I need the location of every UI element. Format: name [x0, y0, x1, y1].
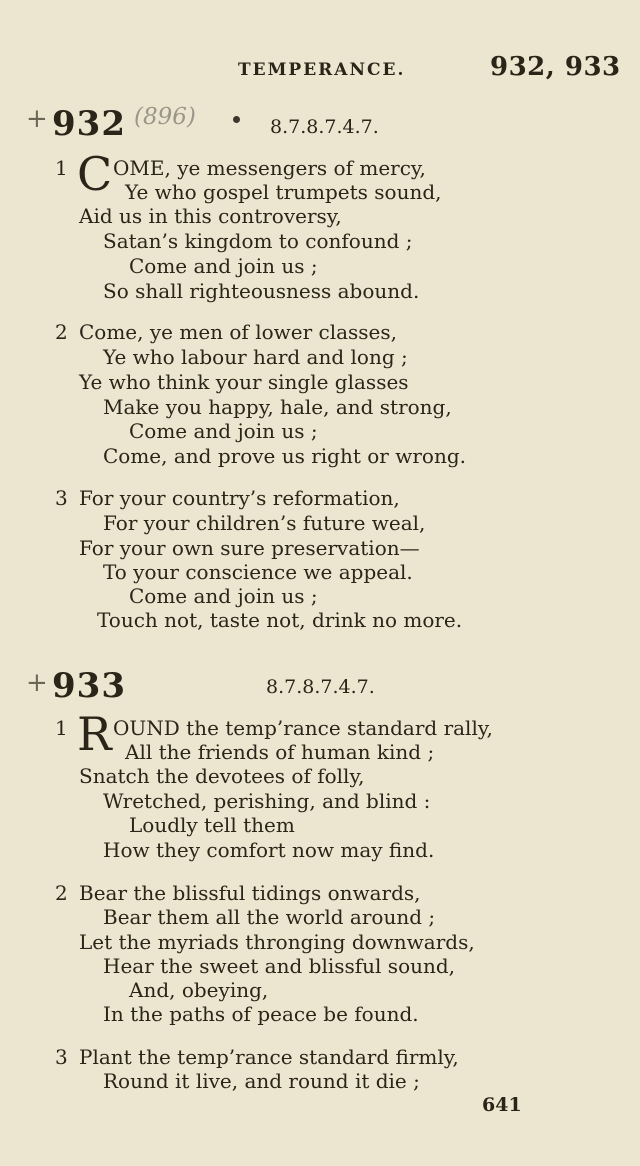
verse-line: Aid us in this controversy,: [79, 204, 342, 228]
verse-line: For your children’s future weal,: [103, 511, 426, 535]
verse-line: Come and join us ;: [129, 419, 318, 443]
verse-number: 2: [55, 881, 68, 905]
verse-line: Ye who labour hard and long ;: [103, 345, 408, 369]
verse-line: For your own sure preservation—: [79, 536, 420, 560]
verse-number: 3: [55, 1045, 68, 1069]
verse-line: Make you happy, hale, and strong,: [103, 395, 452, 419]
verse-line: OUND the temp’rance standard rally,: [113, 716, 493, 740]
pencil-dot: [233, 116, 240, 123]
hymn-meter: 8.7.8.7.4.7.: [270, 116, 379, 138]
page-number: 641: [482, 1094, 522, 1116]
verse-line: Wretched, perishing, and blind :: [103, 789, 431, 813]
section-title: TEMPERANCE.: [238, 60, 406, 80]
hymn-meter: 8.7.8.7.4.7.: [266, 676, 375, 698]
hymn-number: 933: [52, 666, 126, 706]
verse-line: Let the myriads thronging downwards,: [79, 930, 475, 954]
hymn-number: 932: [52, 104, 126, 144]
verse-line: Come and join us ;: [129, 254, 318, 278]
verse-line: OME, ye messengers of mercy,: [113, 156, 426, 180]
verse-line: Bear the blissful tidings onwards,: [79, 881, 421, 905]
verse-line: Ye who think your single glasses: [79, 370, 409, 394]
pencil-annotation: (896): [134, 104, 196, 130]
drop-cap: R: [77, 707, 112, 761]
verse-line: How they comfort now may find.: [103, 838, 435, 862]
verse-line: Satan’s kingdom to confound ;: [103, 229, 413, 253]
verse-line: Touch not, taste not, drink no more.: [97, 608, 463, 632]
verse-line: And, obeying,: [129, 978, 269, 1002]
drop-cap: C: [77, 147, 113, 201]
verse-line: Come and join us ;: [129, 584, 318, 608]
verse-line: Bear them all the world around ;: [103, 905, 436, 929]
verse-line: So shall righteousness abound.: [103, 279, 420, 303]
verse-line: Hear the sweet and blissful sound,: [103, 954, 456, 978]
verse-number: 1: [55, 156, 68, 180]
verse-line: Loudly tell them: [129, 813, 295, 837]
verse-line: All the friends of human kind ;: [125, 740, 435, 764]
verse-line: In the paths of peace be found.: [103, 1002, 419, 1026]
hymn-range: 932, 933: [490, 52, 621, 82]
verse-line: Snatch the devotees of folly,: [79, 764, 365, 788]
verse-number: 1: [55, 716, 68, 740]
verse-line: For your country’s reformation,: [79, 486, 400, 510]
verse-number: 2: [55, 320, 68, 344]
verse-line: Come, ye men of lower classes,: [79, 320, 398, 344]
pencil-cross-mark: +: [26, 104, 48, 134]
verse-line: Come, and prove us right or wrong.: [103, 444, 466, 468]
verse-line: Ye who gospel trumpets sound,: [125, 180, 442, 204]
verse-line: Plant the temp’rance standard firmly,: [79, 1045, 459, 1069]
pencil-cross-mark: +: [26, 668, 48, 698]
verse-line: Round it live, and round it die ;: [103, 1069, 420, 1093]
verse-line: To your conscience we appeal.: [103, 560, 413, 584]
verse-number: 3: [55, 486, 68, 510]
